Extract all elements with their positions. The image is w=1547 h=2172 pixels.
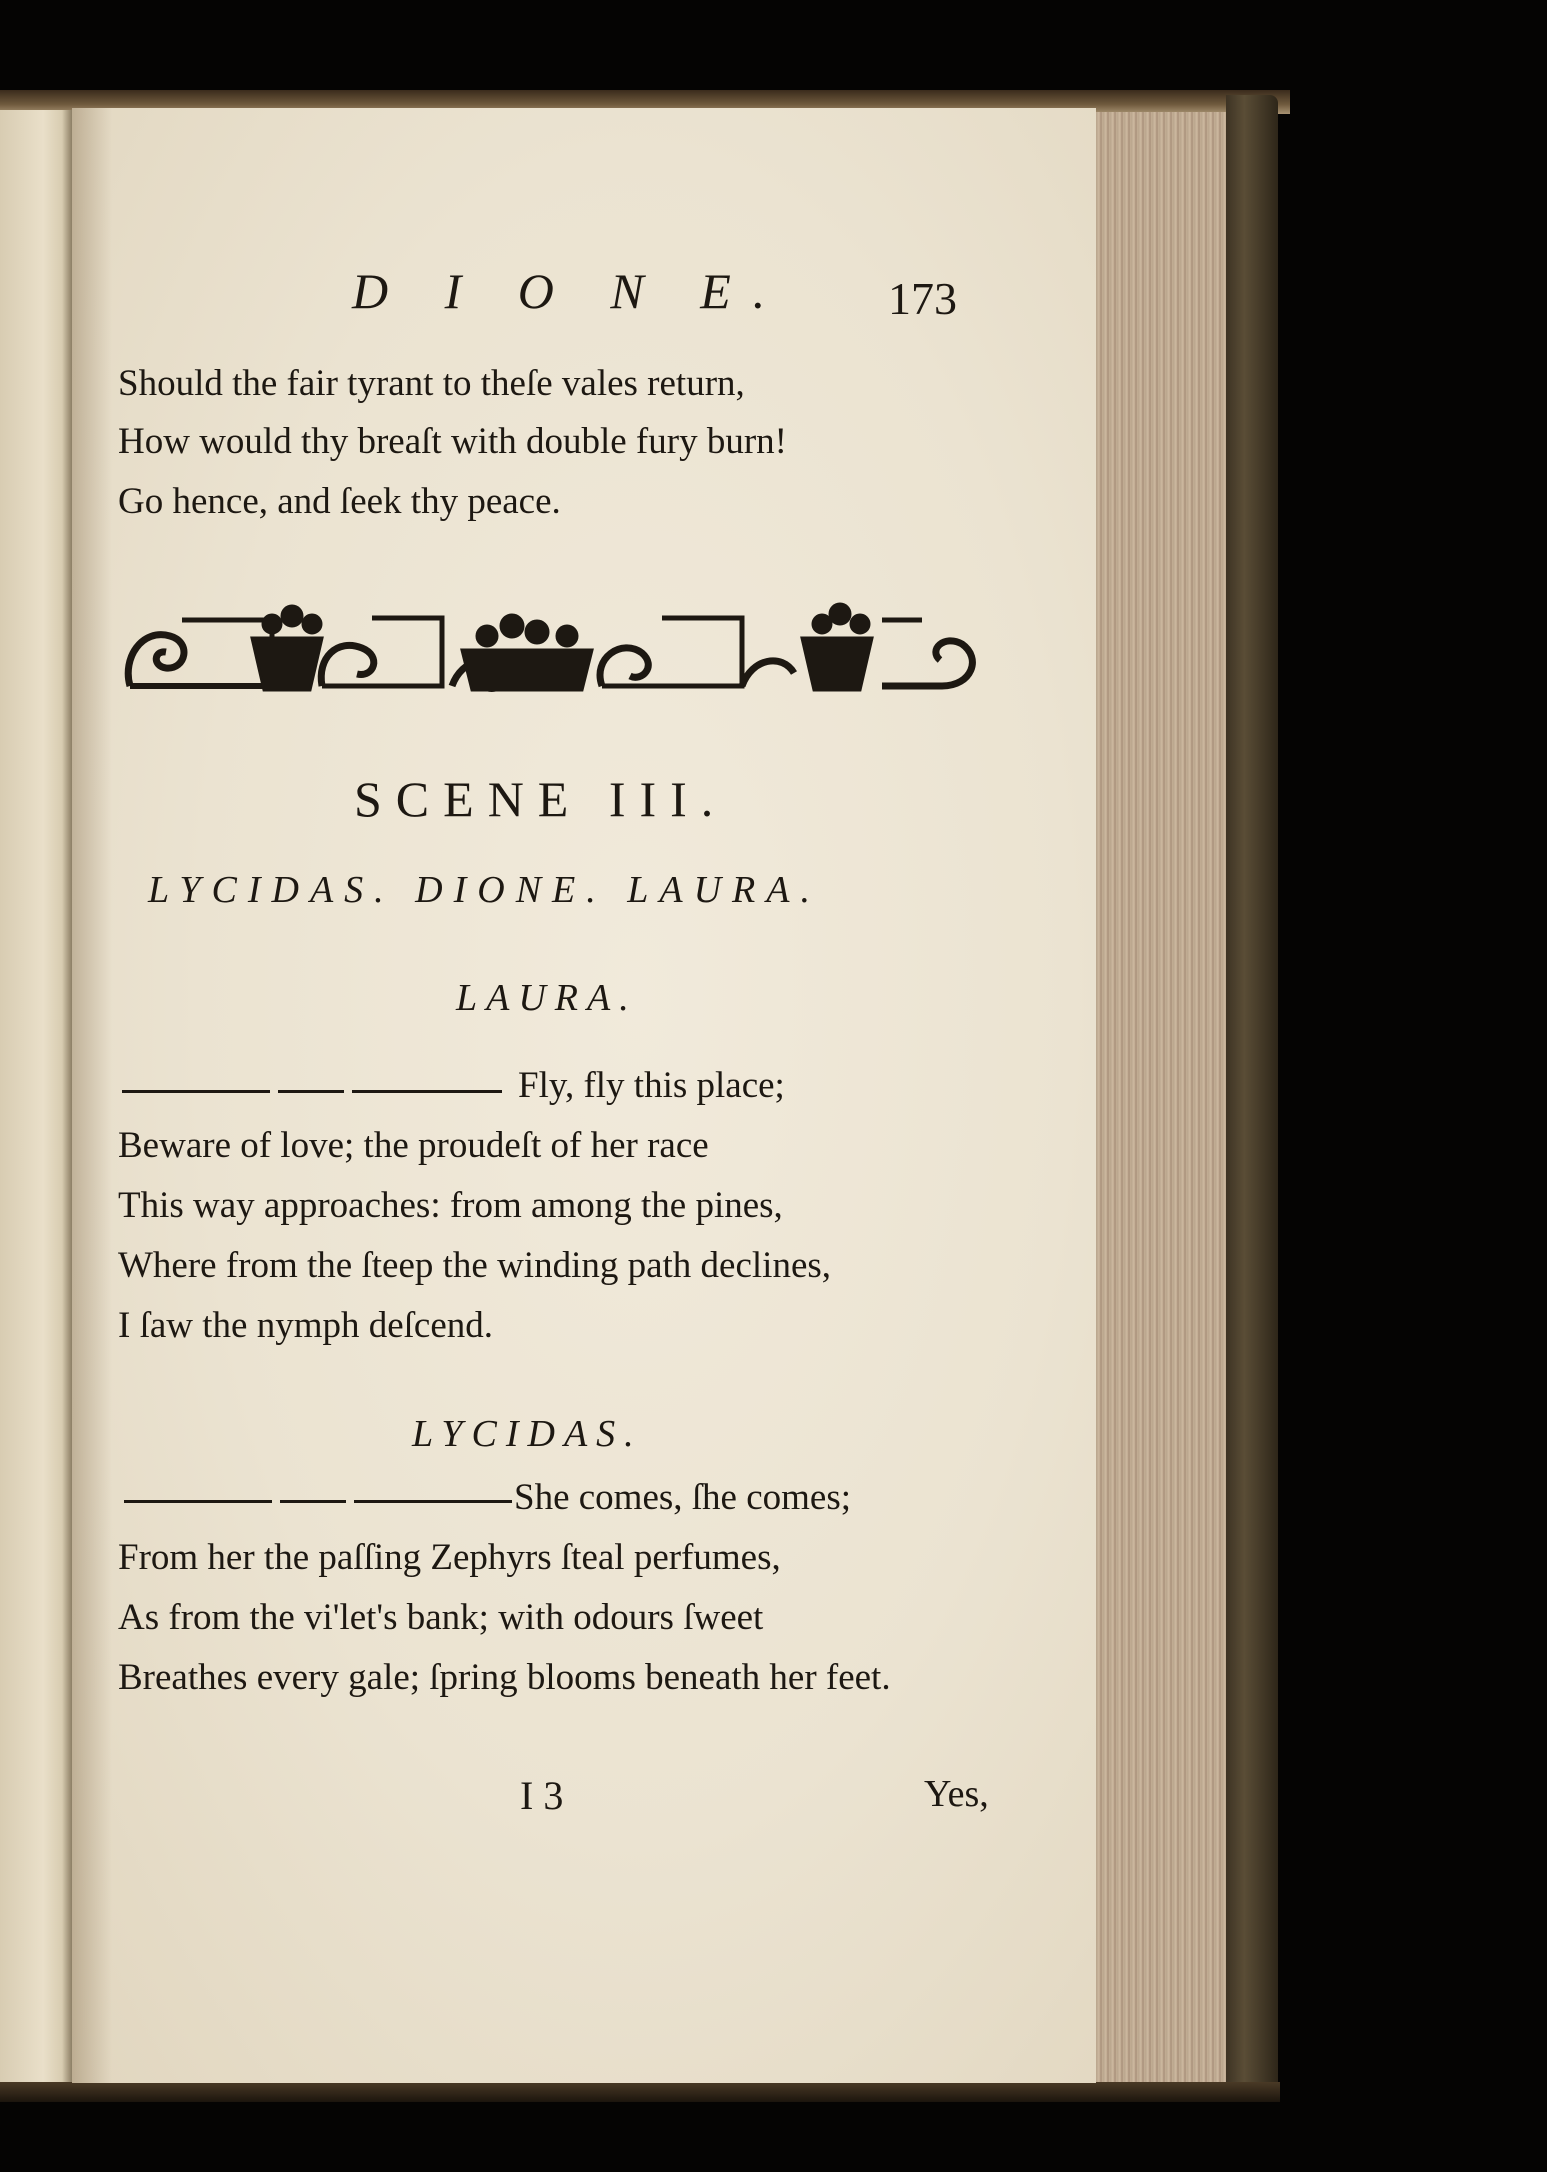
book-bottom-board <box>0 2082 1280 2102</box>
verse-line: I ſaw the nymph deſcend. <box>118 1305 494 1346</box>
verse-line: From her the paſſing Zephyrs ſteal perfumes, <box>118 1537 781 1578</box>
dash-rule <box>352 1090 502 1093</box>
book-cover-edge <box>1226 95 1278 2095</box>
cast-list: LYCIDAS. DIONE. LAURA. <box>148 869 821 911</box>
verse-line: Beware of love; the proudeſt of her race <box>118 1125 709 1166</box>
dash-rule <box>280 1500 346 1503</box>
speaker-name: LAURA. <box>456 977 638 1019</box>
page-number: 173 <box>888 273 957 324</box>
page-block-edge <box>1096 112 1226 2082</box>
facing-page-edge <box>0 110 72 2082</box>
verse-line: Where from the ſteep the winding path declines, <box>118 1245 832 1286</box>
dash-rule <box>124 1500 272 1503</box>
dash-rule <box>354 1500 512 1503</box>
decorative-ornament-band <box>122 598 984 702</box>
verse-line: This way approaches: from among the pines, <box>118 1185 783 1226</box>
verse-line: Go hence, and ſeek thy peace. <box>118 481 561 522</box>
running-head: D I O N E. <box>352 263 788 319</box>
scene-heading: SCENE III. <box>354 771 728 827</box>
catchword: Yes, <box>924 1773 989 1815</box>
verse-line: Fly, fly this place; <box>518 1065 785 1106</box>
verse-line: Breathes every gale; ſpring blooms beneath her feet. <box>118 1657 891 1698</box>
verse-line: How would thy breaſt with double fury burn! <box>118 421 787 462</box>
dash-rule <box>122 1090 270 1093</box>
verse-line: As from the vi'let's bank; with odours ſweet <box>118 1597 764 1638</box>
speaker-name: LYCIDAS. <box>412 1413 643 1455</box>
verse-line: Should the fair tyrant to theſe vales return, <box>118 363 745 404</box>
verse-line: She comes, ſhe comes; <box>514 1477 852 1518</box>
dash-rule <box>278 1090 344 1093</box>
signature-mark: I 3 <box>520 1773 564 1818</box>
